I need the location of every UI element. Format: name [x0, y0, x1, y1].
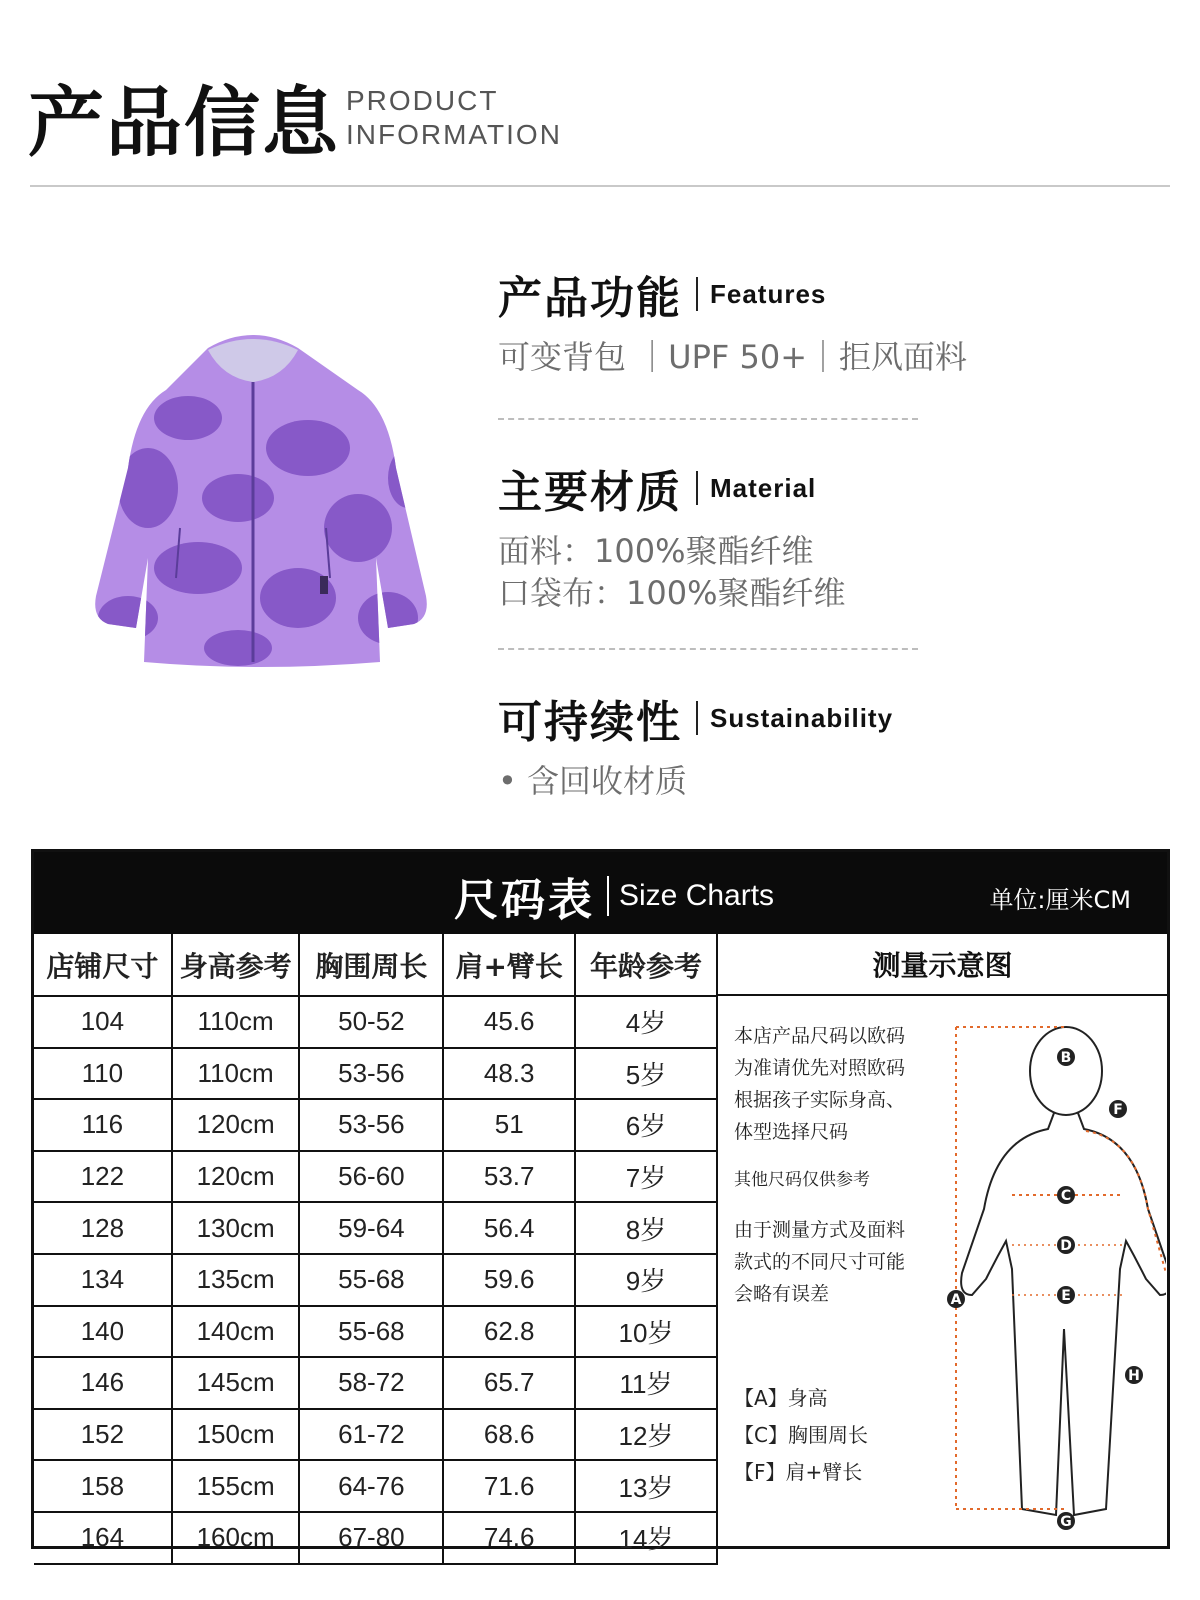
note-line: 为准请优先对照欧码	[734, 1057, 906, 1079]
material-heading-en: Material	[710, 472, 817, 503]
unit-label: 单位:厘米CM	[989, 886, 1131, 914]
marker-b-icon	[1057, 1048, 1075, 1066]
cell-height: 120cm	[172, 1099, 300, 1151]
svg-text:E: E	[1061, 1288, 1071, 1304]
table-row	[34, 1048, 717, 1100]
features-items: 可变背包 ｜UPF 50+｜拒风面料	[498, 338, 968, 376]
material-details	[498, 530, 846, 614]
marker-d-icon	[1057, 1236, 1075, 1254]
jacket-image	[58, 328, 448, 686]
cell-age: 10岁	[575, 1306, 717, 1358]
cell-size: 134	[34, 1254, 172, 1306]
cell-height: 120cm	[172, 1151, 300, 1203]
cell-age: 7岁	[575, 1151, 717, 1203]
cell-sleeve: 45.6	[443, 996, 575, 1048]
sustainability-section	[498, 686, 893, 802]
table-row	[34, 996, 717, 1048]
svg-text:C: C	[1060, 1188, 1072, 1204]
cell-size: 104	[34, 996, 172, 1048]
size-chart-header	[34, 852, 1167, 934]
legend-item: 【F】肩+臂长	[734, 1460, 863, 1484]
svg-text:D: D	[1060, 1238, 1072, 1254]
note-line: 体型选择尺码	[734, 1121, 849, 1143]
table-row	[34, 1460, 717, 1512]
cell-size: 110	[34, 1048, 172, 1100]
cell-sleeve: 53.7	[443, 1151, 575, 1203]
page-subtitle	[346, 84, 562, 152]
cell-height: 130cm	[172, 1202, 300, 1254]
column-header: 胸围周长	[299, 934, 443, 996]
cell-age: 12岁	[575, 1409, 717, 1461]
svg-text:B: B	[1060, 1050, 1072, 1066]
marker-f-icon	[1109, 1100, 1127, 1118]
svg-text:H: H	[1128, 1368, 1140, 1384]
cell-height: 150cm	[172, 1409, 300, 1461]
marker-h-icon	[1125, 1366, 1143, 1384]
column-header: 肩+臂长	[443, 934, 575, 996]
cell-height: 135cm	[172, 1254, 300, 1306]
cell-height: 155cm	[172, 1460, 300, 1512]
marker-e-icon	[1057, 1286, 1075, 1304]
heading-separator	[696, 471, 698, 505]
svg-text:F: F	[1113, 1102, 1123, 1118]
cell-sleeve: 59.6	[443, 1254, 575, 1306]
cell-sleeve: 68.6	[443, 1409, 575, 1461]
cell-age: 11岁	[575, 1357, 717, 1409]
material-heading: 主要材质	[498, 467, 682, 518]
cell-size: 146	[34, 1357, 172, 1409]
dashed-divider	[498, 418, 918, 420]
cell-chest: 67-80	[299, 1512, 443, 1564]
cell-sleeve: 56.4	[443, 1202, 575, 1254]
cell-chest: 53-56	[299, 1048, 443, 1100]
note-line: 款式的不同尺寸可能	[734, 1251, 906, 1273]
heading-separator	[696, 277, 698, 311]
cell-sleeve: 65.7	[443, 1357, 575, 1409]
cell-size: 140	[34, 1306, 172, 1358]
table-row	[34, 1099, 717, 1151]
cell-age: 6岁	[575, 1099, 717, 1151]
cell-chest: 59-64	[299, 1202, 443, 1254]
diagram-heading: 测量示意图	[718, 934, 1167, 996]
size-table	[34, 934, 718, 1565]
subtitle-line-1: PRODUCT	[346, 85, 499, 116]
table-row	[34, 1202, 717, 1254]
table-divider	[716, 934, 718, 1546]
note-line: 由于测量方式及面料	[734, 1219, 906, 1241]
title-separator	[607, 876, 609, 916]
size-chart-title-cn: 尺码表	[454, 875, 595, 926]
cell-chest: 55-68	[299, 1254, 443, 1306]
svg-text:G: G	[1060, 1514, 1072, 1530]
cell-size: 122	[34, 1151, 172, 1203]
cell-height: 110cm	[172, 1048, 300, 1100]
cell-sleeve: 51	[443, 1099, 575, 1151]
cell-chest: 55-68	[299, 1306, 443, 1358]
cell-size: 116	[34, 1099, 172, 1151]
table-row	[34, 1254, 717, 1306]
table-row	[34, 1409, 717, 1461]
marker-c-icon	[1057, 1186, 1075, 1204]
cell-age: 5岁	[575, 1048, 717, 1100]
cell-height: 110cm	[172, 996, 300, 1048]
features-section	[498, 262, 967, 378]
cell-height: 160cm	[172, 1512, 300, 1564]
sustainability-item: • 含回收材质	[498, 762, 688, 800]
cell-sleeve: 48.3	[443, 1048, 575, 1100]
table-row	[34, 1151, 717, 1203]
table-row	[34, 1512, 717, 1564]
cell-sleeve: 74.6	[443, 1512, 575, 1564]
table-row	[34, 1306, 717, 1358]
body-measurement-diagram	[926, 1009, 1166, 1539]
material-section	[498, 456, 846, 614]
size-chart	[31, 849, 1170, 1555]
cell-chest: 58-72	[299, 1357, 443, 1409]
cell-age: 13岁	[575, 1460, 717, 1512]
cell-sleeve: 62.8	[443, 1306, 575, 1358]
diagram-note-2: 其他尺码仅供参考	[734, 1170, 870, 1190]
features-heading: 产品功能	[498, 273, 682, 324]
features-heading-en: Features	[710, 278, 827, 309]
cell-height: 145cm	[172, 1357, 300, 1409]
page-title: 产品信息	[28, 78, 340, 167]
table-row	[34, 1357, 717, 1409]
note-line: 根据孩子实际身高、	[734, 1089, 906, 1111]
cell-sleeve: 71.6	[443, 1460, 575, 1512]
cell-size: 128	[34, 1202, 172, 1254]
cell-age: 8岁	[575, 1202, 717, 1254]
column-header: 身高参考	[172, 934, 300, 996]
sustainability-heading-en: Sustainability	[710, 702, 894, 733]
cell-age: 9岁	[575, 1254, 717, 1306]
size-chart-title-en: Size Charts	[619, 879, 775, 912]
cell-chest: 56-60	[299, 1151, 443, 1203]
cell-age: 14岁	[575, 1512, 717, 1564]
material-line-1: 面料：100%聚酯纤维	[498, 532, 814, 570]
note-line: 会略有误差	[734, 1283, 830, 1305]
cell-height: 140cm	[172, 1306, 300, 1358]
cell-age: 4岁	[575, 996, 717, 1048]
cell-size: 158	[34, 1460, 172, 1512]
legend-item: 【C】胸围周长	[734, 1423, 868, 1447]
cell-size: 152	[34, 1409, 172, 1461]
measurement-legend	[734, 1380, 868, 1491]
table-header-row	[34, 934, 717, 996]
dashed-divider	[498, 648, 918, 650]
header-divider	[30, 185, 1170, 187]
column-header: 年龄参考	[575, 934, 717, 996]
sustainability-heading: 可持续性	[498, 697, 682, 748]
marker-g-icon	[1057, 1512, 1075, 1530]
subtitle-line-2: INFORMATION	[346, 119, 562, 150]
legend-item: 【A】身高	[734, 1386, 828, 1410]
cell-chest: 64-76	[299, 1460, 443, 1512]
cell-chest: 61-72	[299, 1409, 443, 1461]
size-chart-title	[454, 864, 774, 928]
heading-separator	[696, 701, 698, 735]
column-header: 店铺尺寸	[34, 934, 172, 996]
marker-a-icon	[947, 1290, 965, 1308]
note-line: 本店产品尺码以欧码	[734, 1025, 906, 1047]
cell-size: 164	[34, 1512, 172, 1564]
diagram-note-1	[734, 1020, 905, 1148]
material-line-2: 口袋布：100%聚酯纤维	[498, 574, 846, 612]
svg-text:A: A	[950, 1292, 962, 1308]
cell-chest: 50-52	[299, 996, 443, 1048]
diagram-note-3	[734, 1214, 905, 1310]
cell-chest: 53-56	[299, 1099, 443, 1151]
